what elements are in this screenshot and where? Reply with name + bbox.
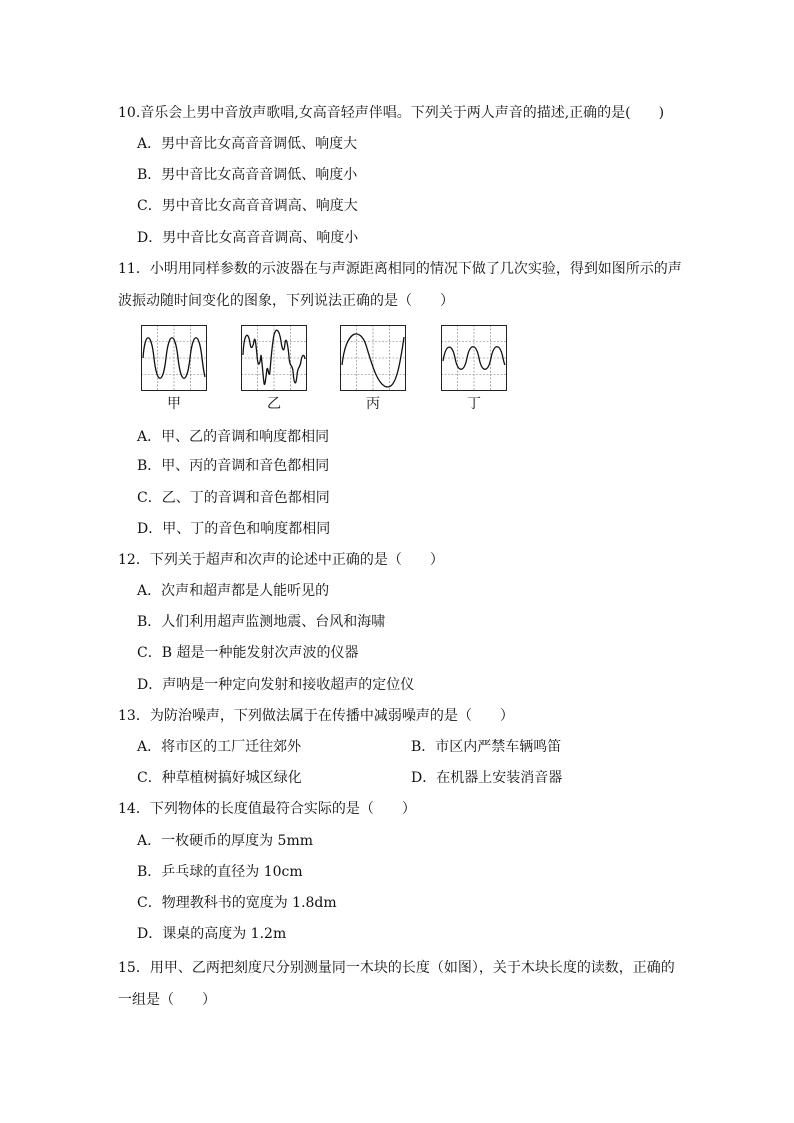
question-13-stem: 13．为防治噪声，下列做法属于在传播中减弱噪声的是（ ） xyxy=(118,708,514,724)
question-10-stem: 10.音乐会上男中音放声歌唱,女高音轻声伴唱。下列关于两人声音的描述,正确的是( ) xyxy=(118,105,665,121)
q13-option-a: A．将市区的工厂迁往郊外 xyxy=(137,739,302,755)
q14-option-a: A．一枚硬币的厚度为 5mm xyxy=(137,833,314,849)
q10-option-a: A．男中音比女高音音调低、响度大 xyxy=(137,136,358,152)
waveform-bing xyxy=(340,325,406,391)
q14-option-d: D．课桌的高度为 1.2m xyxy=(137,926,287,942)
q10-option-b: B．男中音比女高音音调低、响度小 xyxy=(137,167,358,183)
q11-option-d: D．甲、丁的音色和响度都相同 xyxy=(137,521,331,537)
q10-option-d: D．男中音比女高音音调高、响度小 xyxy=(137,230,359,246)
q11-option-c: C．乙、丁的音调和音色都相同 xyxy=(137,490,330,506)
q13-option-d: D．在机器上安装消音器 xyxy=(411,770,563,786)
q11-option-b: B．甲、丙的音调和音色都相同 xyxy=(137,458,330,474)
waveform-label-jia: 甲 xyxy=(167,396,181,412)
q12-option-b: B．人们利用超声监测地震、台风和海啸 xyxy=(137,614,386,630)
q13-option-b: B．市区内严禁车辆鸣笛 xyxy=(411,739,562,755)
waveform-yi xyxy=(241,325,307,391)
q14-option-c: C．物理教科书的宽度为 1.8dm xyxy=(137,895,337,911)
waveform-label-bing: 丙 xyxy=(366,396,380,412)
q12-option-c: C．B 超是一种能发射次声波的仪器 xyxy=(137,645,359,661)
q10-option-c: C．男中音比女高音音调高、响度大 xyxy=(137,198,358,214)
waveform-ding xyxy=(441,325,507,391)
question-14-stem: 14．下列物体的长度值最符合实际的是（ ） xyxy=(118,801,416,817)
q13-option-c: C．种草植树搞好城区绿化 xyxy=(137,770,302,786)
waveform-label-ding: 丁 xyxy=(467,396,481,412)
q11-option-a: A．甲、乙的音调和响度都相同 xyxy=(137,429,330,445)
question-15-stem: 15．用甲、乙两把刻度尺分别测量同一木块的长度（如图），关于木块长度的读数，正确的一组是（ ） xyxy=(118,960,675,1008)
question-11-stem: 11．小明用同样参数的示波器在与声源距离相同的情况下做了几次实验，得到如图所示的声波振动随时间变化的图象，下列说法正确的是（ ） xyxy=(118,261,682,309)
waveform-jia xyxy=(141,325,207,391)
q14-option-b: B．乒乓球的直径为 10cm xyxy=(137,864,303,880)
q12-option-d: D．声呐是一种定向发射和接收超声的定位仪 xyxy=(137,677,415,693)
question-12-stem: 12．下列关于超声和次声的论述中正确的是（ ） xyxy=(118,552,444,568)
waveform-label-yi: 乙 xyxy=(267,396,281,412)
q12-option-a: A．次声和超声都是人能听见的 xyxy=(137,583,330,599)
